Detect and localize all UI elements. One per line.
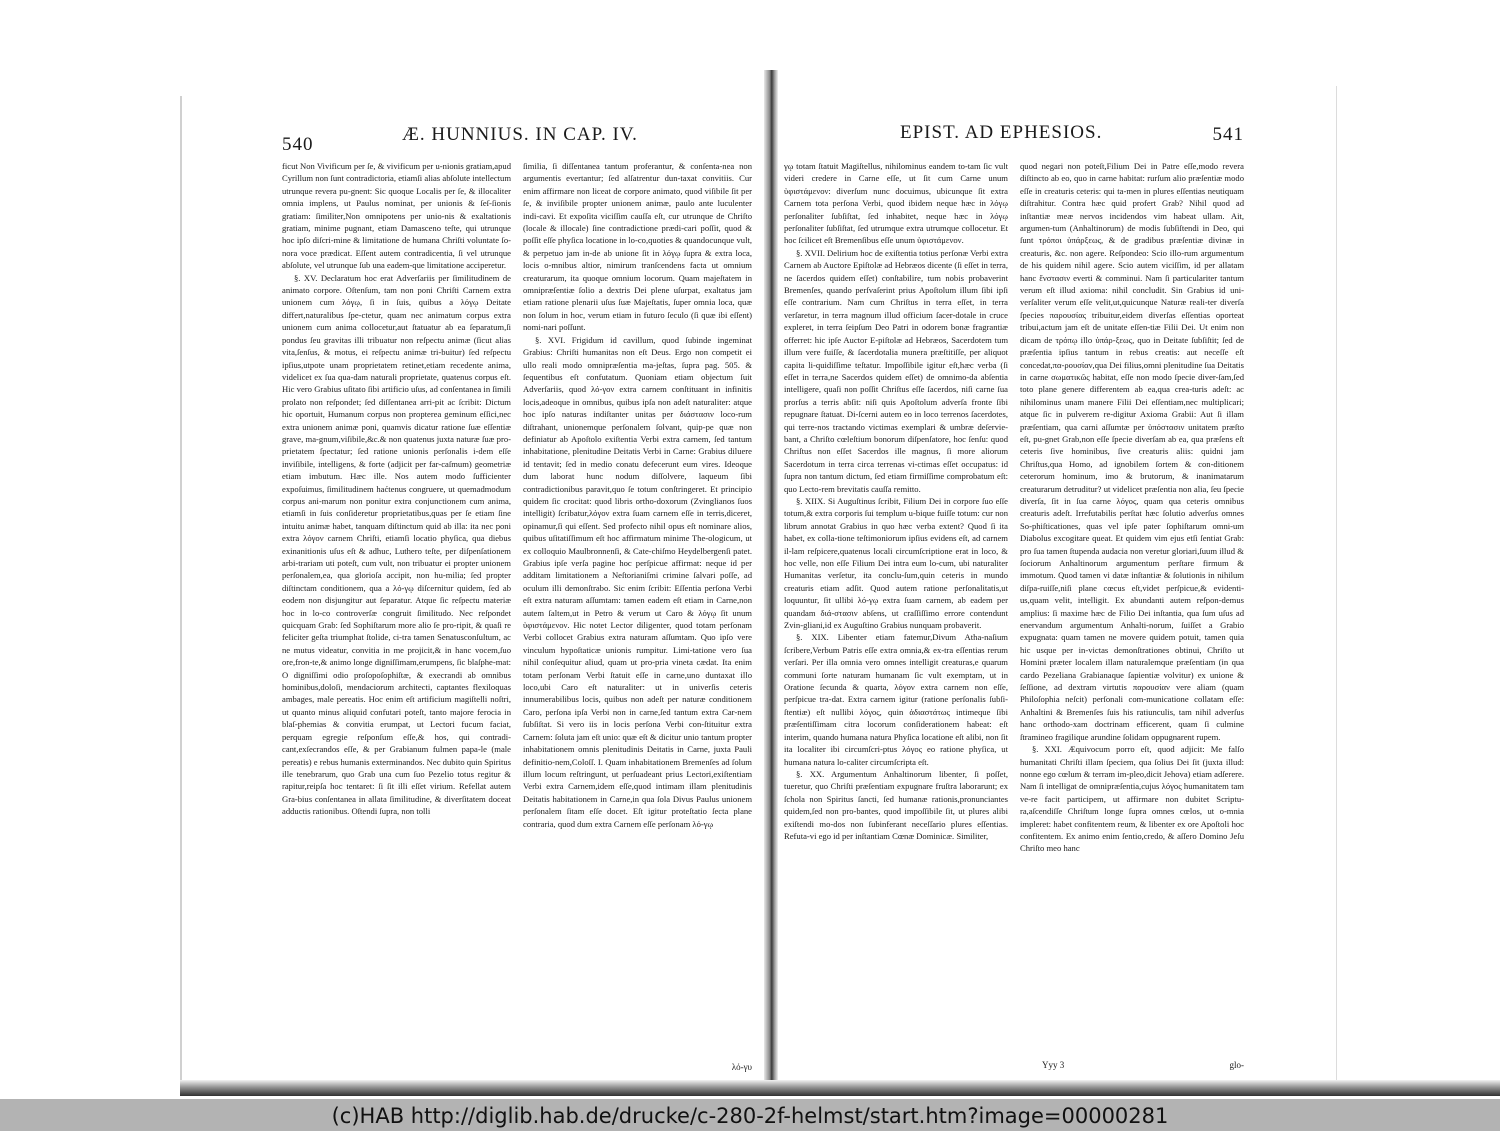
paragraph: §. XVII. Delirium hoc de exiſtentia totius perſonæ Verbi extra Carnem ab Auctore Epiſtolæ ad Hebræos dicente (ſi eſſet in terra, ne ſacerdos quidem eſſet) conſtabilire, tum nobis probaverint Bremenſes, quando perſvaſerint prius Apoſtolum illum ſibi ipſi eſſe contrarium. Nam cum Chriſtus in terra eſſet, in terra verſaretur, in terra magnum illud officium ſacer-dotale in cruce expleret, in terra ſeipſum Deo Patri in odorem bonæ fragrantiæ offerret: hic ipſe Auctor E-piſtolæ ad Hebræos, Sacerdotem tum illum vere fuiſſe, & ſacerdotalia munera præſtitiſſe, per aliquot capita li-quidiſſime teſtatur. Impoſſibile igitur eſt,hæc verba (ſi eſſet in terra,ne Sacerdos quidem eſſet) de omnimo-da abſentia intelligere, quaſi non poſſit Chriſtus eſſe ſacerdos, niſi carne ſua prorſus a terris abſit: niſi quis Apoſtolum adverſa fronte ſibi repugnare ſtatuat. Di-ſcerni autem eo in loco terrenos ſacerdotes, qui terre-nos tractando victimas exemplari & umbræ deſervie-bant, a Chriſto cœleſtium bonorum diſpenſatore, hoc ſenſu: quod Chriſtus non eſſet Sacerdos ille magnus, ſi more aliorum Sacerdotum in terra circa terrenas vi-ctimas eſſet occupatus: id ſupra non tantum dictum, ſed etiam firmiſſime comprobatum eſt: quo Lecto-rem brevitatis cauſſa remitto. [784, 247, 1009, 494]
book-bottom-edge [180, 1080, 1500, 1096]
paragraph: ſimilia, ſi diſſentanea tantum proferantur, & conſenta-nea non argumentis evertantur; ſed alſatrentur dun-taxat convitiis. Cur enim affirmare non liceat de corpore animato, quod viſibile ſit per ſe, & inviſibile propter unionem animæ, paulo ante luculenter indi-cavi. Et expoſita viciſſim cauſſa eſt, cur utrunque de Chriſto (locale & illocale) ſine contradictione prædi-cari poſſit, quod & poſſit eſſe phyſica locatione in lo-co,quoties & quandocunque vult, & perpetuo jam in-de ab unione ſit in λόγῳ ſupra & extra loca, locis o-mnibus altior, nimirum tranſcendens facta ut omnium creaturarum, ita quoque omnium locorum. Quam majeſtatem in omnipræſentiæ ſolio a dextris Dei plene uſurpat, exaltatus jam etiam ratione plenarii uſus ſuæ Majeſtatis, ſuper omnia loca, quæ non ſolum in hoc, verum etiam in futuro ſeculo (ſi quæ ibi eſſent) nomi-nari poſſunt. [523, 161, 752, 333]
right-page [784, 120, 1244, 1070]
right-page-edge [1336, 86, 1337, 1082]
running-head-title-right: EPIST. AD EPHESIOS. [900, 122, 1103, 143]
paragraph: γῳ totam ſtatuit Magiſtellus, nihilominus eandem to-tam ſic vult videri credere in Carne eſſe, ut ſit cum Carne unum ὑφιστάμενον: diverſum nunc docuimus, ubicunque ſit extra Carnem tota perſona Verbi, quod ibidem neque hæc in λόγῳ perſonaliter ſubſiſtat, ſed inhabitet, neque hæc in λόγῳ perſonaliter ſubſiſtat, ſed utrumque extra utrumque collocetur. Et hoc ſcilicet eſt Bremenſibus eſſe unum ὑφιστάμενον. [784, 161, 1008, 246]
left-page-edge [180, 96, 182, 1088]
running-head-right [784, 120, 1244, 150]
running-head-title-left: Æ. HUNNIUS. IN CAP. IV. [402, 124, 638, 145]
paragraph: §. XIX. Libenter etiam fatemur,Divum Atha-naſium ſcribere,Verbum Patris eſſe extra omnia,& ex-tra eſſentias rerum verſari. Per illa omnia vero omnes intelligit creaturas,e quarum communi ſorte naturam humanam ſic vult exemptam, ut in Oratione ſecunda & quarta, λόγον extra carnem non eſſe, perſpicue tra-dat. Extra carnem igitur (ratione perſonalis ſubſi-ſtentiæ) eſt nullibi λόγος, quin ἀδιαστάτως intimeque ſibi præſentiſſimam citra locorum conſiderationem habeat: eſt interim, quando humana natura Phyſica locatione eſt alibi, non ſit ita localiter ibi circumſcri-ptus λόγος eo ratione phyſica, ut humana natura lo-caliter circumſcripta eſt. [784, 632, 1008, 767]
paragraph: §. XV. Declaratum hoc erat Adverſariis per ſimilitudinem de animato corpore. Oſtenſum, tam non poni Chriſti Carnem extra unionem cum λόγῳ, ſi in ſuis, quibus a λόγῳ Deitate differt,naturalibus ſpe-ctetur, quam nec animatum corpus extra unionem cum anima collocetur,aut ſtatuatur ab ea ſeparatum,ſi pondus ſeu gravitas illi tribuatur non reſpectu animæ (ſicut alias vita,ſenſus, & motus, ei reſpectu animæ tri-buitur) ſed reſpectu ipſius,utpote unam proprietatem retinet,etiam recedente anima, videlicet ex ſua qua-dam naturali proprietate, quatenus corpus eſt. Hic vero Grabius uſitato ſibi artificio uſus, ad conſentanea in ſimili prolato non reſpondet; ſed diſſentanea arri-pit ac ſcribit: Dictum hic oportuit, Humanum corpus non propterea geminum eſſici,nec extra unionem animæ poni, quamvis dicatur ratione ſuæ eſſentiæ grave, ma-gnum,viſibile,&c.& non quatenus juxta naturæ ſuæ pro-prietatem ſpectatur; ſed ratione unionis perſonalis i-dem eſſe inviſibile, intelligens, & forte (adjicit per far-caſmum) geometriæ etiam imbutum. Hæc ille. Nos autem modo ſufficienter expoſuimus, ſimilitudinem haćtenus congruere, ut quemadmodum corpus ani-marum non ponitur extra conjunctionem cum anima, etiamſi in ſuis conſideretur proprietatibus,quas per ſe etiam ſine intuitu animæ habet, tanquam diſtinctum quid ab illa: ita nec poni extra λόγον carnem Chriſti, etiamſi locatio phyſica, qua diebus exinanitionis uſus eſt & adhuc, Luthero teſte, per diſpenſationem arbi-trariam uti poteſt, cum vult, non tribuatur ei propter unionem perſonalem,ea, qua glorioſa accipit, non hu-milia; ſed propter diſtinctam conditionem, qua a λό-γῳ diſcernitur quidem, ſed ab eodem non disjungitur aut ſeparatur. Atque ſic reſpectu materiæ hoc in lo-co controverſæ congruit ſimilitudo. Nec reſpondet quicquam Grab: ſed Sophiſtarum more alio ſe pro-ripit, & quaſi re feliciter geſta triumphat ſtolide, ci-tra tamen Senatusconſultum, ac ne mutus videatur, convitia in me projicit,& in hanc vocem,ſuo ore,fron-te,& animo longe digniſſimam,erumpens, ſic blaſphe-mat: O digniſſimi odio proſopoſophiſtæ, & execrandi ab omnibus hominibus,doloſi, mendaciorum architecti, captantes flexiloquas ambages, male pereatis. Hoc enim eſt artificium magiſtelli noſtri, ut quanto minus aliquid confutari poteſt, tanto majore ferocia in blaſ-phemias & convitia erumpat, ut Lectori fucum faciat, perquam egregie reſponſum eſſe,& hos, qui contradi-cant,exſecrandos eſſe, & per Grabianum fulmen papa-le (male pereatis) e rebus humanis exterminandos. Nec dubito quin Spiritus ille tenebrarum, quo Grab una cum ſuo Pezelio totus regitur & rapitur,reipſa hoc tentaret: ſi ſit illi eſſet virium. Refellat autem Gra-bius conſentanea in allata ſimilitudine, & diverſitatem doceat adductis rationibus. Oſtendi ſupra, non tolli [282, 272, 511, 817]
copyright-footer: (c)HAB http://diglib.hab.de/drucke/c-280-2f-helmst/start.htm?image=00000281 [331, 1104, 1169, 1128]
catchword-right: glo- [1229, 1060, 1244, 1070]
running-head-left [282, 120, 752, 155]
paragraph: §. XX. Argumentum Anhaltinorum libenter, ſi poſſet, tueretur, quo Chriſti præſentiam expugnare fruſtra laborarunt; ex ſchola non Spiritus ſancti, ſed humanæ rationis,pronunciantes quidem,ſed non pro-bantes, quod impoſſibile ſit, ut plures alibi exiſtendi mo-dos non ſubinferant neceſſario plures eſſentias. Refuta-vi ego id per inſtantiam Cœnæ Dominicæ. Similiter, [784, 768, 1008, 841]
paragraph: ficut Non Vivificum per ſe, & vivificum per u-nionis gratiam,apud Cyrillum non ſunt contradictoria, etiamſi alias abſolute intellectum utrunque revera pu-gnent: Sic quoque Localis per ſe, & illocaliter omnia implens, ut Paulus nominat, per unionis & ſeſ-ſionis gratiam: ſimiliter,Non omnipotens per unio-nis & exaltationis gratiam, minime pugnant, etiam Damasceno teſte, qui utrunque hoc ipſo diſcri-mine & limitatione de humana Chriſti voluntate ſo-nora voce prædicat. Eſſent autem contradicentia, ſi vel utrunque abſolute, vel utrunque ſub una eadem-que limitatione acciperetur. [282, 161, 511, 271]
paragraph: §. XVI. Frigidum id cavillum, quod ſubinde ingeminat Grabius: Chriſti humanitas non eſt Deus. Ergo non competit ei ullo reali modo omnipræſentia ma-jeſtas, ſupra pag. 505. & ſequentibus eſt confutatum. Quoniam etiam objectum ſuit Adverſariis, quod λό-γον extra carnem conſtituant in infinitis locis,adeoque in omnibus, quibus ipſa non adeſt naturaliter: atque hoc ipſo naturas indiſtanter unitas per διάστασιν loco-rum diſtrahant, unionemque perſonalem ſolvant, quip-pe quæ non definiatur ab Apoſtolo exiſtentia Verbi extra carnem, ſed tantum inhabitatione, plenitudine Deitatis Verbi in Carne: Grabius diluere id tentavit; ſed in medio conatu defecerunt eum vires. Ideoque dum laborat hunc nodum diſſolvere, laqueum ſibi contradictionibus paravit,quo ſe totum conſtringeret. Et principio quidem ſic crocitat: quod libris ortho-doxorum (Zvinglianos ſuos intelligit) ſcribatur,λόγον extra ſuam carnem eſſe in terris,diceret, opinamur,ſi qui eſſent. Sed profecto nihil opus eſt nominare alios, quibus uſitatiſſimum eſt hoc affirmatum minime The-ologicum, ut ex colloquio Maulbronnenſi, & Cate-chiſmo Heydelbergenſi patet. Grabius ipſe verſa pagine hoc perſpicue affirmat: neque id per additam limitationem a Neſtorianiſmi crimine ſalvari poſſe, ad oculum illi demonſtrabo. Sic enim ſcribit: Eſſentia perſona Verbi eſt extra naturam aſſumtam: tamen eadem eſt etiam in Carne,non autem ſaltem,ut in Petro & verum ut Caro & λόγῳ ſit unum ὑφιστάμενον. Hic notet Lector diligenter, quod totam perſonam Verbi collocet Grabius extra naturam aſſumtam. Quo ipſo vere vinculum hypoſtaticæ unionis rumpitur. Limi-tatione vero ſua nihil conſequitur aliud, quam ut pro-pria vineta cædat. Ita enim totam perſonam Verbi ſtatuit eſſe in carne,uno duntaxat illo loco,ubi Caro eſt naturaliter: ut in univerſis ceteris innumerabilibus locis, quibus non adeſt per naturæ conditionem Caro, perſona ipſa Verbi non in carne,ſed tantum extra Car-nem ſubſiſtat. Si vero iis in locis perſona Verbi con-ſtituitur extra Carnem: ſoluta jam eſt unio: quæ eſt & dicitur unio tantum propter inhabitationem omnis plenitudinis Deitatis in Carne, juxta Pauli definitio-nem,Coloſſ. I. Quam inhabitationem Bremenſes ad ſolum illum locum reſtringunt, ut perſuadeant prius Lectori,exiſtentiam Verbi extra Carnem,idem eſſe,quod intimam illam plenitudinis Deitatis habitationem in Carne,in qua ſola Divus Paulus unionem perſonalem ſitam eſſe docet. Eſt igitur proteſtatio ſecta plane contraria, quod dum extra Carnem eſſe perſonam λό-γῳ [523, 334, 752, 829]
book-gutter [764, 70, 778, 1094]
left-page-columns [282, 160, 752, 830]
left-column-2 [523, 160, 752, 830]
signature-mark: Yyy 3 [1042, 1060, 1065, 1070]
left-page [282, 120, 752, 1072]
left-column-1 [282, 160, 511, 830]
paragraph: §. XXI. Æquivocum porro eſt, quod adjicit: Me falſo humanitati Chriſti illam ſpeciem, qua ſolius Dei ſit (juxta illud: nonne ego cœlum & terram im-pleo,dicit Jehova) etiam adſerere. Nam ſi intelligat de omnipræſentia,cujus λόγος humanitatem tam ve-re facit participem, ut affirmare non dubitet Scriptu-ra,aſcendiſſe Chriſtum longe ſupra omnes cœlos, ut o-mnia impleret: habet confitentem reum, & libenter ex ore Apoſtoli hoc confitentem. Ex animo enim ſentio,credo, & aſſero Domino Jeſu Chriſto meo hanc [1020, 744, 1244, 854]
paragraph: quod negari non poteſt,Filium Dei in Patre eſſe,modo revera diſtincto ab eo, quo in carne habitat: rurſum alio præſentiæ modo eſſe in creaturis ceteris: qui ta-men in plures eſſentias neutiquam diſtrahitur. Contra hæc quid profert Grab? Nihil quod ad inſtantiæ meæ nervos incidendos vim habeat ullam. Ait, argumen-tum (Anhaltinorum) de modis ſubſiſtendi in Deo, qui ſunt τρόποι ὑπάρξεως, & de gradibus præſentiæ divinæ in creaturis, &c. non agere. Reſpondeo: Scio illo-rum argumentum de his quidem nihil agere. Scio autem viciſſim, id per allatam hanc ἔνστασιν everti & comminui. Nam ſi particulariter tantum verum eſt illud axioma: nihil concludit. Sin Grabius id uni-verſaliter verum eſſe velit,ut,quicunque Naturæ reali-ter diverſa ſpecies παρουσίας tribuitur,eidem diverſas eſſentias oporteat tribui,actum jam eſt de unitate eſſen-tiæ Filii Dei. Ut enim non dicam de τρόπῳ illo ὑπάρ-ξεως, quo in Deitate ſubſiſtit; ſed de præſentia ipſius tantum in rebus creatis: aut neceſſe eſt concedat,πα-ρουσίαν,qua Dei filius,omni plenitudine ſua Deitatis in carne σωματικῶς habitat, eſſe non modo ſpecie diver-ſam,ſed toto plane genere differentem ab ea,qua crea-turis adeſt: ac nihilominus unam manere Filii Dei eſſentiam,nec multiplicari; atque ſic in pulverem re-digitur Axioma Grabii: Aut ſi illam præſentiam, qua carni aſſumtæ per ὑπόστασιν unitatem præſto eſt, pu-gnet Grab,non eſſe ſpecie diverſam ab ea, qua præſens eſt ceteris ſive hominibus, ſive creaturis aliis: quidni jam Chriſtus,qua Homo, ad ignobilem ſortem & con-ditionem ceterorum hominum, imo & brutorum, & inanimatarum creaturarum detruditur? ut videlicet præſentia non alia, ſeu ſpecie diverſa, ſit in ſua carne λόγος, quam qua ceteris omnibus creaturis adeſt. Irrefutabilis perſtat hæc ſolutio adverſus omnes So-phiſticationes, quas vel ipſe pater ſophiſtarum omni-um Diabolus excogitare queat. Et quidem vim ejus etſi ſentiat Grab: pro ſua tamen ſtupenda audacia non veretur gloriari,ſuum illud & ſociorum Anhaltinorum argumentum perſtare firmum & immotum. Quod tamen vi datæ inſtantiæ & ſolutionis in nihilum diſpa-ruiſſe,niſi plane cœcus eſt,videt perſpicue,& evidenti-us,quam velit, intelligit. Ex abundanti autem reſpon-demus amplius: ſi maxime hæc de Filio Dei inſtantia, qua ſum uſus ad enervandum argumentum Anhalti-norum, ſuiſſet a Grabio expugnata: quam tamen ne movere quidem potuit, tamen quia hic usque per in-victas demonſtrationes obtinui, Chriſto ut Homini præter localem illam naturalemque præſentiam (in qua cardo Pezeliana Grabianaque ſapientiæ volvitur) ex unione & ſeſſione, ad dextram virtutis παρουσίαν vere aliam (quam Philoſophia neſcit) perſonali com-municatione collatam eſſe: Anhaltini & Bremenſes ſuis his ratiunculis, tam nihil adverſus hanc orthodo-xam doctrinam efficerent, quam ſi culmine ſtramineo fragilique arundine ſolidam oppugnarent rupem. [1020, 161, 1244, 742]
right-column-1 [784, 160, 1008, 855]
right-column-2 [1020, 160, 1244, 855]
page-number-right: 541 [1212, 124, 1244, 145]
page-number-left: 540 [282, 134, 314, 155]
paragraph: §. XIIX. Si Auguſtinus ſcribit, Filium Dei in corpore ſuo eſſe totum,& extra corporis ſui templum u-bique fuiſſe totum: cur non librum annotat Grabius in quo hæc verba extent? Quod ſi ita habet, ex colla-tione teſtimoniorum ipſius evidens eſt, ad carnem il-lam reſpicere,quatenus locali circumſcriptione erat in loco, & hoc velle, non eſſe Filium Dei intra eum lo-cum, ubi naturaliter Humanitas verſetur, ita conclu-ſum,quin ceteris in mundo creaturis etiam adſit. Quod autem ratione perſonalitatis,ut loquuntur, ſit ullibi λό-γῳ extra ſuam carnem, ab eadem per quandam διά-στασιν abſens, ut craſſiſſimo errore contendunt Zvin-gliani,id ex Auguſtino Grabius nunquam probaverit. [784, 495, 1008, 631]
catchword-left: λό-γυ [731, 1062, 752, 1072]
right-page-columns [784, 160, 1244, 855]
